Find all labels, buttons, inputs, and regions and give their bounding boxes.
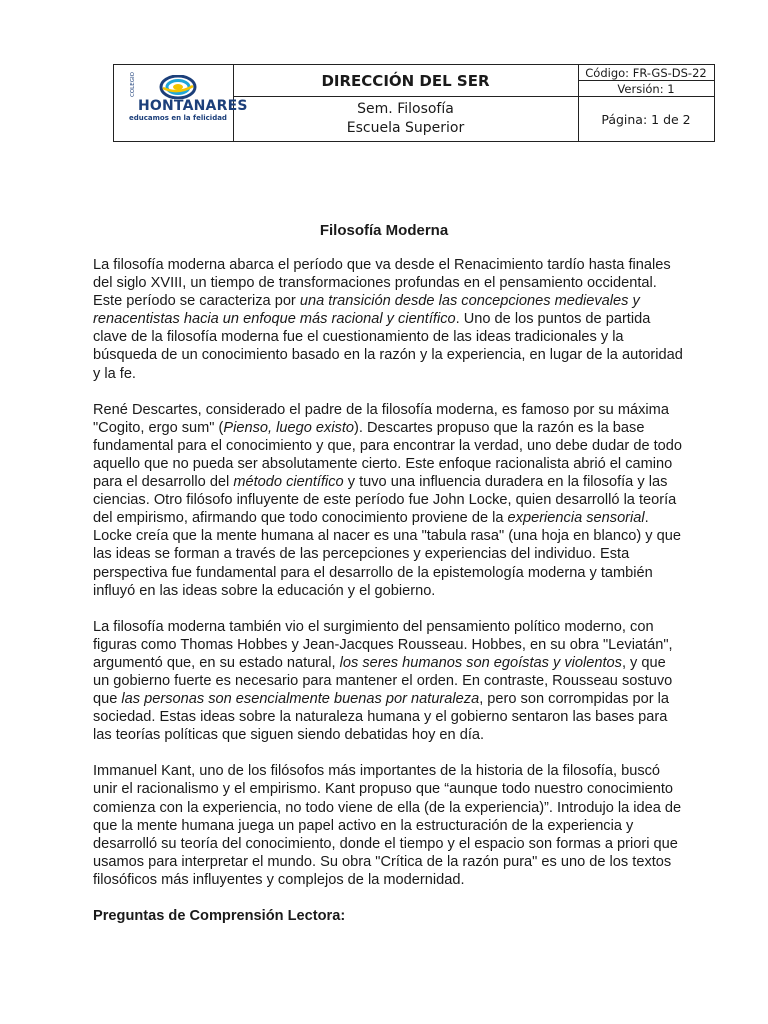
paragraph-2 [93, 401, 683, 600]
paragraph-emphasis: Pienso, luego existo [223, 419, 355, 436]
logo-cell [114, 65, 248, 141]
paragraph-emphasis: una transición desde las concepciones medievales y renacentistas hacia un enfoque más racional y científico [93, 293, 640, 328]
logo-colegio-label: COLEGIO [130, 72, 136, 97]
version-row [578, 81, 714, 97]
pagina-row [578, 97, 714, 141]
document-header-table [113, 64, 715, 142]
paragraph-text: . Locke creía que la mente humana al nacer es una "tabula rasa" (una hoja en blanco) y que las ideas se forman a través de las percepciones y experiencias del individuo. Esta perspectiva fue fundamental para el desarrollo de la epistemología moderna y también influyó en las ideas sobre la educación y el gobierno. [93, 510, 682, 599]
questions-heading: Preguntas de Comprensión Lectora: [93, 908, 346, 924]
header-subtitle-line2: Escuela Superior [346, 120, 465, 136]
document-body [93, 256, 683, 943]
codigo-row [578, 65, 714, 81]
paragraph-4: Immanuel Kant, uno de los filósofos más importantes de la historia de la filosofía, buscó unir el racionalismo y el empirismo. Kant propuso que “aunque todo nuestro conocimiento comienza con la experiencia, no todo viene de ella (de la experiencia)”. Introdujo la idea de que la mente humana juega un papel activo en la estructuración de la experiencia y desarrolló su teoría del conocimiento, donde el tiempo y el espacio son formas a priori que usamos para interpretar el mundo. Su obra "Crítica de la razón pura" es uno de los textos filosóficos más influyentes y complejos de la modernidad. [93, 763, 682, 888]
paragraph-text: , y que un gobierno fuerte es necesario para mantener el orden. En contraste, Rousseau sostuvo que [93, 654, 673, 708]
document-title: Filosofía Moderna [319, 222, 449, 239]
paragraph-emphasis: método científico [233, 474, 344, 491]
logo-tagline: educamos en la felicidad [129, 114, 227, 122]
paragraph-text: , pero son corrompidas por la sociedad. Estas ideas sobre la naturaleza humana y el gobierno sentaron las bases para las teorías políticas que siguen siendo debatidas hoy en día. [93, 691, 669, 744]
paragraph-text: ). Descartes propuso que la razón es la base fundamental para el conocimiento y que, para encontrar la verdad, uno debe dudar de todo aquello que no pueda ser absolutamente cierto. Este enfoque racionalista abrió el camino para el desarrollo del [93, 419, 683, 491]
header-meta-cell [578, 65, 714, 141]
paragraph-text: René Descartes, considerado el padre de la filosofía moderna, es famoso por su máxima "Cogito, ergo sum" ( [93, 401, 669, 436]
paragraph-1 [93, 256, 683, 383]
header-title: DIRECCIÓN DEL SER [233, 65, 578, 97]
paragraph-emphasis: experiencia sensorial [507, 510, 645, 527]
pagina-label: Página: 1 de 2 [601, 111, 691, 127]
logo-brand-name: HONTANARES [138, 98, 248, 114]
paragraph-text: La filosofía moderna abarca el período que va desde el Renacimiento tardío hasta finales del siglo XVIII, un tiempo de transformaciones profundas en el pensamiento occidental. Este período se caracteriza por [93, 257, 671, 310]
paragraph-text: . Uno de los puntos de partida clave de la filosofía moderna fue el cuestionamiento de las ideas tradicionales y la búsqueda de un conocimiento basado en la razón y la experiencia, en lugar de la autoridad y la fe. [93, 311, 683, 382]
codigo-label: Código: FR-GS-DS-22 [585, 65, 707, 80]
paragraph-3 [93, 618, 683, 745]
header-subtitle [233, 97, 578, 141]
hontanares-logo-icon [130, 75, 210, 99]
paragraph-text: y tuvo una influencia duradera en la filosofía y las ciencias. Otro filósofo influyente de este período fue John Locke, quien desarrolló la teoría del empirismo, afirmando que todo conocimiento proviene de la [93, 474, 677, 527]
paragraph-emphasis: las personas son esencialmente buenas por naturaleza [121, 691, 480, 708]
header-title-cell [233, 65, 579, 141]
header-subtitle-line1: Sem. Filosofía [357, 101, 454, 117]
paragraph-text: La filosofía moderna también vio el surgimiento del pensamiento político moderno, con figuras como Thomas Hobbes y Jean-Jacques Rousseau. Hobbes, en su obra "Leviatán", argumentó que, en su estado natural, [93, 618, 673, 671]
version-label: Versión: 1 [617, 81, 675, 96]
paragraph-emphasis: los seres humanos son egoístas y violentos [339, 654, 622, 671]
